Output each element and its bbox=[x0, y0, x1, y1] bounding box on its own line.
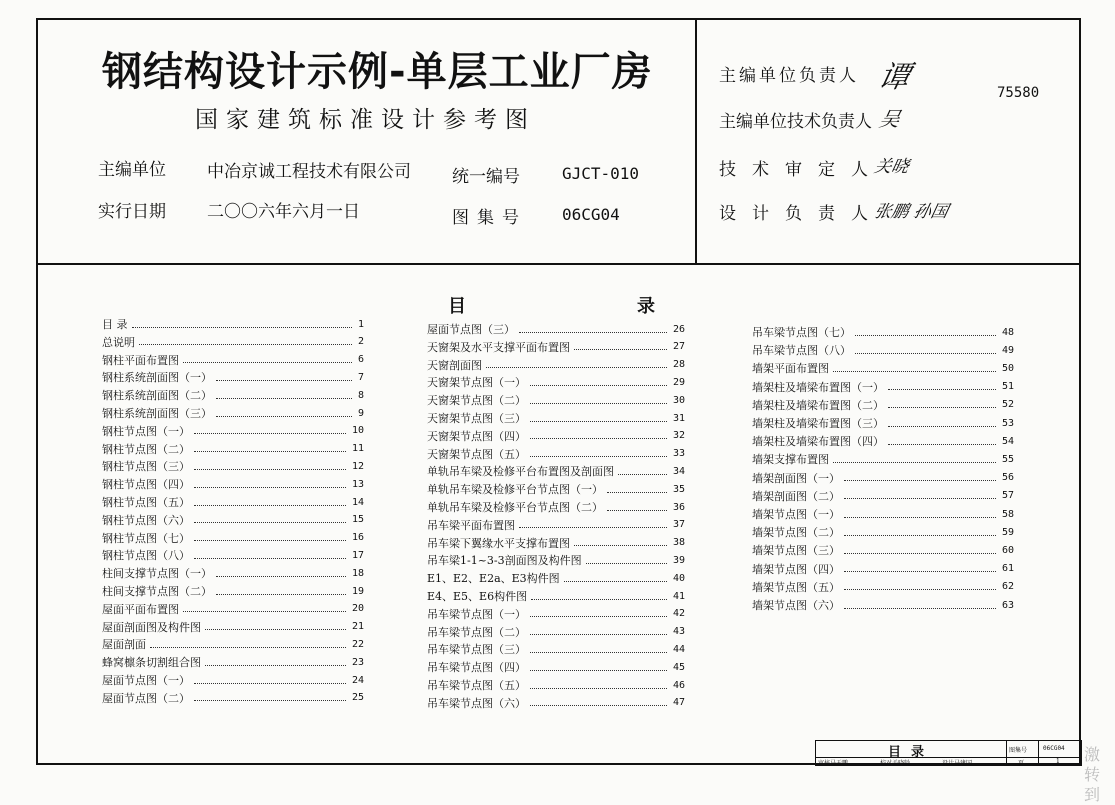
toc-entry-page: 24 bbox=[351, 674, 364, 686]
toc-leader-dots bbox=[205, 629, 346, 630]
toc-entry-page: 42 bbox=[672, 608, 685, 620]
toc-leader-dots bbox=[564, 581, 667, 582]
toc-entry bbox=[102, 512, 364, 528]
toc-entry-title: 墙架节点图（六） bbox=[752, 599, 840, 612]
toc-entry-title: 吊车梁节点图（二） bbox=[427, 625, 526, 639]
title-block-atlas-value: 06CG04 bbox=[1043, 745, 1065, 752]
toc-entry-title: 单轨吊车梁及检修平台节点图（二） bbox=[427, 501, 603, 514]
toc-entry-title: 蜂窝檩条切割组合图 bbox=[102, 656, 201, 670]
toc-entry-page: 8 bbox=[357, 389, 364, 401]
toc-entry-title: 钢柱节点图（四） bbox=[102, 478, 190, 492]
toc-leader-dots bbox=[216, 380, 352, 381]
toc-entry-title: 钢柱系统剖面图（三） bbox=[102, 407, 212, 420]
toc-entry-page: 21 bbox=[351, 621, 364, 633]
toc-entry bbox=[427, 659, 685, 675]
toc-entry-title: 钢柱节点图（八） bbox=[102, 549, 190, 563]
toc-entry-page: 1 bbox=[357, 318, 364, 330]
toc-entry bbox=[427, 695, 685, 711]
toc-leader-dots bbox=[530, 616, 667, 617]
toc-leader-dots bbox=[530, 634, 667, 635]
toc-leader-dots bbox=[530, 456, 667, 457]
toc-entry bbox=[752, 488, 1014, 504]
toc-entry bbox=[102, 458, 364, 474]
toc-entry bbox=[427, 624, 685, 640]
toc-leader-dots bbox=[194, 558, 346, 559]
toc-entry-title: 墙架节点图（五） bbox=[752, 580, 840, 594]
toc-leader-dots bbox=[132, 327, 352, 328]
toc-entry-page: 25 bbox=[351, 692, 364, 704]
toc-entry-title: 天窗架及水平支撑平面布置图 bbox=[427, 340, 570, 354]
toc-entry-page: 18 bbox=[351, 567, 364, 579]
toc-entry bbox=[427, 517, 685, 533]
toc-leader-dots bbox=[530, 421, 667, 422]
page-title: 钢结构设计示例-单层工业厂房 bbox=[102, 49, 653, 95]
header-divider bbox=[36, 263, 1081, 265]
toc-entry-title: 屋面剖面图及构件图 bbox=[102, 620, 201, 634]
toc-entry-title: 墙架剖面图（一） bbox=[752, 471, 840, 485]
watermark-line-2: 转到 bbox=[1084, 765, 1101, 804]
toc-entry bbox=[427, 570, 685, 586]
toc-entry-title: 钢柱节点图（二） bbox=[102, 442, 190, 456]
toc-entry bbox=[102, 654, 364, 670]
title-block-page-label: 页 bbox=[1018, 760, 1025, 767]
toc-leader-dots bbox=[216, 398, 352, 399]
toc-entry bbox=[752, 597, 1014, 613]
toc-entry-page: 39 bbox=[672, 554, 685, 566]
toc-entry-title: 天窗架节点图（五） bbox=[427, 447, 526, 461]
toc-entry bbox=[102, 387, 364, 403]
toc-leader-dots bbox=[844, 517, 996, 518]
toc-leader-dots bbox=[844, 553, 996, 554]
toc-entry-title: 钢柱系统剖面图（一） bbox=[102, 371, 212, 385]
responsible-design-label: 设计负责人 bbox=[719, 204, 884, 224]
toc-leader-dots bbox=[183, 362, 352, 363]
toc-entry bbox=[752, 579, 1014, 595]
toc-entry-page: 38 bbox=[672, 537, 685, 549]
toc-entry-page: 60 bbox=[1001, 544, 1014, 556]
toc-entry-title: 天窗架节点图（三） bbox=[427, 412, 526, 425]
toc-entry-page: 2 bbox=[357, 336, 364, 348]
toc-entry bbox=[102, 565, 364, 581]
toc-entry bbox=[427, 677, 685, 693]
header-vertical-divider bbox=[695, 18, 697, 264]
toc-entry bbox=[752, 524, 1014, 540]
toc-leader-dots bbox=[183, 611, 346, 612]
toc-entry bbox=[102, 369, 364, 385]
toc-entry-title: 墙架柱及墙梁布置图（二） bbox=[752, 398, 884, 412]
toc-entry-page: 43 bbox=[672, 626, 685, 638]
toc-entry-page: 13 bbox=[351, 478, 364, 490]
toc-entry-page: 30 bbox=[672, 394, 685, 406]
toc-leader-dots bbox=[530, 688, 667, 689]
toc-entry-title: 吊车梁节点图（四） bbox=[427, 661, 526, 675]
toc-entry-page: 48 bbox=[1001, 326, 1014, 338]
toc-entry bbox=[102, 494, 364, 510]
toc-entry-title: 屋面节点图（一） bbox=[102, 674, 190, 687]
toc-leader-dots bbox=[194, 451, 346, 452]
toc-leader-dots bbox=[194, 683, 346, 684]
toc-entry bbox=[102, 423, 364, 439]
toc-entry-page: 16 bbox=[351, 532, 364, 544]
toc-entry-page: 32 bbox=[672, 430, 685, 442]
code-label: 统一编号 bbox=[452, 167, 520, 187]
watermark bbox=[1084, 745, 1115, 805]
toc-entry-page: 14 bbox=[351, 496, 364, 508]
toc-entry bbox=[102, 690, 364, 706]
toc-leader-dots bbox=[139, 344, 352, 345]
title-block-review-label: 审核 bbox=[818, 760, 831, 767]
toc-leader-dots bbox=[844, 535, 996, 536]
toc-leader-dots bbox=[855, 335, 996, 336]
toc-entry bbox=[102, 583, 364, 599]
code-value: GJCT-010 bbox=[562, 164, 640, 183]
toc-entry bbox=[427, 463, 685, 479]
toc-leader-dots bbox=[844, 480, 996, 481]
toc-leader-dots bbox=[530, 403, 667, 404]
toc-entry-page: 49 bbox=[1001, 344, 1014, 356]
toc-entry-title: 天窗剖面图 bbox=[427, 358, 482, 372]
editor-label: 主编单位 bbox=[98, 160, 166, 180]
toc-entry bbox=[102, 672, 364, 688]
toc-entry-title: 墙架剖面图（二） bbox=[752, 489, 840, 503]
toc-leader-dots bbox=[833, 462, 996, 463]
toc-entry bbox=[102, 530, 364, 546]
toc-leader-dots bbox=[888, 389, 996, 390]
toc-entry bbox=[102, 405, 364, 421]
toc-entry-page: 28 bbox=[672, 359, 685, 371]
toc-leader-dots bbox=[530, 385, 667, 386]
toc-entry-page: 27 bbox=[672, 341, 685, 353]
toc-entry-title: 吊车梁节点图（六） bbox=[427, 696, 526, 710]
toc-leader-dots bbox=[216, 576, 346, 577]
title-block-checker: 关晓龄 bbox=[892, 760, 911, 767]
toc-entry-page: 6 bbox=[357, 354, 364, 366]
toc-entry-title: 墙架柱及墙梁布置图（四） bbox=[752, 435, 884, 449]
toc-entry-page: 29 bbox=[672, 376, 685, 388]
toc-entry-page: 46 bbox=[672, 679, 685, 691]
document-number: 75580 bbox=[997, 85, 1040, 101]
toc-leader-dots bbox=[194, 433, 346, 434]
toc-leader-dots bbox=[486, 367, 667, 368]
toc-entry-title: 吊车梁节点图（七） bbox=[752, 326, 851, 339]
toc-entry-title: 吊车梁平面布置图 bbox=[427, 518, 515, 532]
toc-entry-page: 35 bbox=[672, 483, 685, 495]
toc-entry-title: 吊车梁节点图（八） bbox=[752, 344, 851, 358]
toc-entry-title: 屋面剖面 bbox=[102, 638, 146, 652]
toc-leader-dots bbox=[607, 492, 667, 493]
toc-entry-title: 墙架节点图（三） bbox=[752, 544, 840, 558]
toc-entry-title: 墙架支撑布置图 bbox=[752, 453, 829, 467]
toc-entry bbox=[752, 415, 1014, 431]
toc-entry bbox=[752, 342, 1014, 358]
toc-entry bbox=[427, 428, 685, 444]
toc-entry bbox=[427, 606, 685, 622]
toc-entry bbox=[427, 641, 685, 657]
toc-entry-page: 23 bbox=[351, 656, 364, 668]
toc-leader-dots bbox=[194, 700, 346, 701]
toc-leader-dots bbox=[844, 498, 996, 499]
toc-entry-page: 12 bbox=[351, 460, 364, 472]
toc-entry bbox=[752, 433, 1014, 449]
toc-entry-page: 50 bbox=[1001, 362, 1014, 374]
toc-entry-title: 钢柱节点图（五） bbox=[102, 496, 190, 509]
toc-entry bbox=[427, 552, 685, 568]
toc-entry-page: 7 bbox=[357, 371, 364, 383]
signature-1: 谭 bbox=[875, 60, 913, 95]
toc-entry-title: 吊车梁节点图（三） bbox=[427, 643, 526, 657]
toc-entry-page: 52 bbox=[1001, 399, 1014, 411]
toc-entry-title: 墙架平面布置图 bbox=[752, 362, 829, 376]
toc-entry-title: 屋面平面布置图 bbox=[102, 602, 179, 616]
date-label: 实行日期 bbox=[98, 202, 166, 222]
toc-entry-page: 55 bbox=[1001, 453, 1014, 465]
toc-entry-title: 屋面节点图（三） bbox=[427, 323, 515, 336]
toc-entry-page: 63 bbox=[1001, 599, 1014, 611]
toc-entry-page: 44 bbox=[672, 643, 685, 655]
toc-entry-title: 吊车梁下翼缘水平支撑布置图 bbox=[427, 536, 570, 550]
toc-entry bbox=[752, 506, 1014, 522]
toc-entry bbox=[102, 316, 364, 332]
toc-leader-dots bbox=[519, 527, 667, 528]
toc-entry-title: 钢柱节点图（七） bbox=[102, 531, 190, 545]
toc-entry bbox=[102, 334, 364, 350]
toc-entry-page: 11 bbox=[351, 443, 364, 455]
toc-entry-title: 总说明 bbox=[102, 335, 135, 349]
title-block-title: 目录 bbox=[888, 745, 935, 760]
toc-entry-page: 19 bbox=[351, 585, 364, 597]
signature-3: 关晓 bbox=[872, 157, 911, 177]
title-block-atlas-label: 图集号 bbox=[1009, 747, 1028, 754]
toc-entry bbox=[427, 481, 685, 497]
toc-entry-page: 58 bbox=[1001, 508, 1014, 520]
date-value: 二〇〇六年六月一日 bbox=[207, 202, 360, 222]
toc-entry-page: 9 bbox=[357, 407, 364, 419]
toc-entry-page: 45 bbox=[672, 661, 685, 673]
toc-entry-title: 吊车梁1-1~3-3剖面图及构件图 bbox=[427, 554, 582, 568]
responsible-tech-label: 主编单位技术负责人 bbox=[719, 112, 872, 132]
toc-entry-title: 单轨吊车梁及检修平台节点图（一） bbox=[427, 483, 603, 497]
toc-entry-page: 10 bbox=[351, 425, 364, 437]
toc-entry-page: 15 bbox=[351, 514, 364, 526]
toc-entry-title: 钢柱平面布置图 bbox=[102, 353, 179, 367]
toc-entry bbox=[427, 321, 685, 337]
toc-entry-page: 37 bbox=[672, 519, 685, 531]
toc-entry-title: 墙架柱及墙梁布置图（三） bbox=[752, 417, 884, 430]
toc-leader-dots bbox=[194, 522, 346, 523]
toc-leader-dots bbox=[888, 426, 996, 427]
title-block-designer: 马建国 bbox=[954, 760, 973, 767]
toc-entry-title: E4、E5、E6构件图 bbox=[427, 590, 528, 603]
toc-leader-dots bbox=[574, 349, 667, 350]
toc-entry-page: 41 bbox=[672, 590, 685, 602]
toc-entry bbox=[102, 476, 364, 492]
toc-entry-title: 目 录 bbox=[102, 318, 128, 331]
toc-entry bbox=[752, 561, 1014, 577]
toc-entry-page: 20 bbox=[351, 603, 364, 615]
toc-leader-dots bbox=[574, 545, 667, 546]
toc-leader-dots bbox=[194, 469, 346, 470]
toc-entry-title: 钢柱系统剖面图（二） bbox=[102, 389, 212, 403]
toc-leader-dots bbox=[194, 505, 346, 506]
toc-entry bbox=[102, 547, 364, 563]
toc-entry bbox=[752, 451, 1014, 467]
toc-leader-dots bbox=[150, 647, 346, 648]
toc-entry-page: 31 bbox=[672, 412, 685, 424]
atlas-value: 06CG04 bbox=[562, 205, 620, 224]
toc-entry bbox=[427, 588, 685, 604]
toc-entry bbox=[102, 441, 364, 457]
toc-leader-dots bbox=[216, 416, 352, 417]
toc-entry-title: 天窗架节点图（一） bbox=[427, 376, 526, 390]
toc-entry-page: 47 bbox=[672, 697, 685, 709]
toc-leader-dots bbox=[586, 563, 667, 564]
toc-leader-dots bbox=[855, 353, 996, 354]
title-block-page-value: 1 bbox=[1056, 758, 1060, 765]
toc-leader-dots bbox=[844, 589, 996, 590]
toc-entry bbox=[427, 535, 685, 551]
toc-leader-dots bbox=[844, 571, 996, 572]
toc-entry bbox=[752, 379, 1014, 395]
toc-entry bbox=[427, 357, 685, 373]
toc-entry bbox=[752, 360, 1014, 376]
title-block-check-label: 校对 bbox=[880, 760, 893, 767]
toc-entry-page: 53 bbox=[1001, 417, 1014, 429]
toc-entry bbox=[102, 619, 364, 635]
responsible-review-label: 技术审定人 bbox=[719, 160, 884, 180]
toc-leader-dots bbox=[205, 665, 346, 666]
toc-entry-page: 57 bbox=[1001, 490, 1014, 502]
toc-entry-title: 柱间支撑节点图（二） bbox=[102, 585, 212, 598]
toc-entry-title: 钢柱节点图（三） bbox=[102, 460, 190, 474]
toc-entry-title: 吊车梁节点图（一） bbox=[427, 607, 526, 621]
toc-entry-page: 61 bbox=[1001, 563, 1014, 575]
toc-entry-title: 柱间支撑节点图（一） bbox=[102, 567, 212, 581]
title-block-reviewer: 马天鹏 bbox=[830, 760, 849, 767]
toc-entry-title: 吊车梁节点图（五） bbox=[427, 679, 526, 692]
toc-entry bbox=[427, 499, 685, 515]
toc-leader-dots bbox=[530, 652, 667, 653]
toc-leader-dots bbox=[194, 540, 346, 541]
atlas-label: 图集号 bbox=[452, 208, 527, 228]
toc-entry-title: 钢柱节点图（六） bbox=[102, 513, 190, 527]
toc-leader-dots bbox=[888, 444, 996, 445]
toc-entry bbox=[752, 397, 1014, 413]
toc-entry bbox=[427, 392, 685, 408]
toc-leader-dots bbox=[194, 487, 346, 488]
toc-title-left: 目 bbox=[448, 296, 466, 317]
toc-entry-page: 22 bbox=[351, 638, 364, 650]
toc-leader-dots bbox=[530, 670, 667, 671]
toc-leader-dots bbox=[844, 608, 996, 609]
toc-entry bbox=[102, 352, 364, 368]
toc-entry bbox=[752, 470, 1014, 486]
toc-entry-title: E1、E2、E2a、E3构件图 bbox=[427, 572, 560, 586]
toc-title-right: 录 bbox=[637, 296, 655, 317]
toc-entry bbox=[427, 446, 685, 462]
toc-entry-title: 墙架柱及墙梁布置图（一） bbox=[752, 380, 884, 394]
editor-value: 中冶京诚工程技术有限公司 bbox=[207, 162, 411, 182]
toc-entry-page: 36 bbox=[672, 501, 685, 513]
signature-2: 吴 bbox=[877, 107, 903, 131]
toc-entry-title: 单轨吊车梁及检修平台布置图及剖面图 bbox=[427, 465, 614, 479]
toc-entry bbox=[427, 374, 685, 390]
toc-entry-title: 天窗架节点图（四） bbox=[427, 429, 526, 443]
toc-entry-page: 40 bbox=[672, 572, 685, 584]
toc-entry-title: 天窗架节点图（二） bbox=[427, 394, 526, 408]
title-block bbox=[815, 740, 1082, 766]
toc-leader-dots bbox=[530, 438, 667, 439]
toc-entry-page: 62 bbox=[1001, 581, 1014, 593]
toc-entry bbox=[752, 542, 1014, 558]
title-block-design-label: 设计 bbox=[942, 760, 955, 767]
toc-entry-page: 51 bbox=[1001, 381, 1014, 393]
responsible-editor-label: 主编单位负责人 bbox=[719, 66, 859, 86]
toc-leader-dots bbox=[607, 510, 667, 511]
toc-entry-title: 墙架节点图（二） bbox=[752, 526, 840, 540]
toc-entry-page: 56 bbox=[1001, 472, 1014, 484]
toc-leader-dots bbox=[216, 594, 346, 595]
toc-entry-title: 墙架节点图（四） bbox=[752, 562, 840, 576]
toc-entry bbox=[427, 339, 685, 355]
toc-entry-page: 54 bbox=[1001, 435, 1014, 447]
toc-entry-page: 59 bbox=[1001, 526, 1014, 538]
toc-entry-title: 钢柱节点图（一） bbox=[102, 424, 190, 438]
watermark-line-1: 激 bbox=[1084, 745, 1101, 764]
toc-entry-page: 34 bbox=[672, 465, 685, 477]
page-subtitle: 国家建筑标准设计参考图 bbox=[195, 107, 536, 133]
toc-leader-dots bbox=[530, 705, 667, 706]
toc-entry bbox=[102, 601, 364, 617]
toc-entry-title: 墙架节点图（一） bbox=[752, 508, 840, 521]
toc-entry-page: 26 bbox=[672, 323, 685, 335]
toc-leader-dots bbox=[531, 599, 667, 600]
toc-entry bbox=[752, 324, 1014, 340]
signature-4: 张鹏 孙国 bbox=[872, 202, 951, 222]
toc-leader-dots bbox=[833, 371, 996, 372]
toc-entry bbox=[427, 410, 685, 426]
toc-entry bbox=[102, 636, 364, 652]
toc-leader-dots bbox=[888, 407, 996, 408]
toc-entry-page: 17 bbox=[351, 549, 364, 561]
toc-entry-title: 屋面节点图（二） bbox=[102, 691, 190, 705]
toc-entry-page: 33 bbox=[672, 448, 685, 460]
toc-leader-dots bbox=[519, 332, 667, 333]
toc-leader-dots bbox=[618, 474, 667, 475]
